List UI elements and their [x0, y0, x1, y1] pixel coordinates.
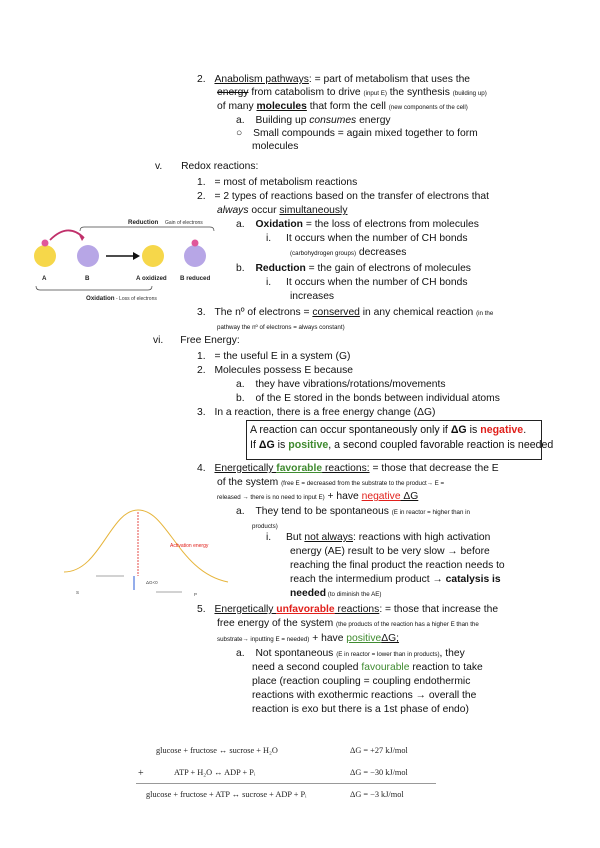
note: (E in reactor = lower than in products): [336, 651, 440, 658]
activation-energy-label: Activation energy: [170, 543, 209, 549]
list-number: 2.: [197, 74, 206, 85]
roman-number: v.: [155, 161, 163, 172]
note: (E in reactor = higher than in: [391, 509, 470, 516]
term: Oxidation: [255, 219, 303, 230]
equation-1-left: glucose + fructose ↔ sucrose + H₂O: [156, 746, 278, 755]
struck-word: energy: [217, 87, 249, 98]
bullet-icon: ○: [236, 128, 243, 139]
list-number: 2.: [197, 191, 206, 202]
fe-item-5-line-3: [217, 632, 399, 646]
redox-diagram: [28, 214, 218, 306]
fe-item-4a: [236, 505, 470, 519]
text: , they: [439, 648, 465, 659]
oxidation-sub-i: [266, 232, 467, 245]
emphasis: needed: [290, 588, 327, 599]
fe-item-4-line-3: [217, 490, 418, 504]
note: (building up): [452, 90, 487, 97]
reduction-item: [236, 262, 471, 275]
roman-number: vi.: [153, 335, 164, 346]
text: , a second coupled favorable reaction is needed: [328, 439, 554, 451]
text: If: [250, 439, 259, 451]
text: It occurs when the number of CH bonds: [286, 277, 468, 288]
unfavorable-word: unfavorable: [276, 604, 335, 615]
text: of the E stored in the bonds between individual atoms: [255, 393, 500, 404]
fe-item-5a: [236, 647, 465, 661]
text: free energy of the system: [217, 618, 337, 629]
anabolism-bullet-cont: molecules: [252, 141, 299, 152]
list-number: 3.: [197, 307, 206, 318]
oxidation-item: [236, 218, 479, 231]
list-roman: i.: [266, 277, 272, 288]
emphasis: always: [217, 205, 249, 216]
positive-word: positive: [288, 439, 329, 451]
text: + have: [324, 491, 362, 502]
underlined: conserved: [312, 307, 360, 318]
note: (to diminish the AE): [326, 591, 382, 598]
redox-item-1: [197, 176, 357, 189]
label-a-oxidized: A oxidized: [136, 275, 167, 282]
fe-item-4a-i-4: [290, 573, 501, 586]
section-title: Redox reactions:: [181, 161, 259, 172]
fe-item-2: [197, 364, 353, 377]
list-letter: b.: [236, 263, 245, 274]
free-energy-heading: [153, 334, 240, 347]
text: Molecules possess E because: [214, 365, 353, 376]
text: In a reaction, there is a free energy change (ΔG): [214, 407, 436, 418]
fe-item-4a-i: [266, 531, 490, 544]
molecule-b-reduced: [184, 245, 206, 267]
underlined: reactions: [334, 604, 380, 615]
redox-item-2: [197, 190, 489, 203]
energy-profile-plot: [60, 500, 230, 600]
oxidation-label: Oxidation: [86, 295, 115, 302]
text: = those that decrease the E: [369, 463, 499, 474]
text: = the loss of electrons from molecules: [302, 219, 479, 230]
note: (in the: [476, 310, 494, 317]
text: They tend to be spontaneous: [255, 506, 392, 517]
section-title: Free Energy:: [180, 335, 240, 346]
note: released → there is no need to input E): [217, 494, 325, 501]
text: Not spontaneous: [255, 648, 337, 659]
fe-item-4a-i-3: reaching the final product the reaction needs to: [290, 560, 505, 571]
text: : reactions with high activation: [353, 532, 491, 543]
underlined: ΔG: [400, 491, 419, 502]
equation-3-right: ΔG = −3 kJ/mol: [350, 790, 404, 799]
molecule-b: [77, 245, 99, 267]
electron-icon: [192, 240, 199, 247]
underlined: simultaneously: [279, 205, 348, 216]
negative-word: negative: [480, 424, 524, 436]
label-b: B: [85, 275, 90, 282]
fe-item-4: [197, 462, 499, 475]
fe-item-5a-2: [252, 661, 483, 674]
list-roman: i.: [266, 532, 272, 543]
note: (free E = decreased from the substrate to the product→ E =: [281, 480, 445, 487]
text: = the useful E in a system (G): [214, 351, 351, 362]
reduction-label: Reduction: [128, 219, 159, 226]
negative-word: negative: [361, 491, 401, 502]
oxidation-bracket: [36, 286, 152, 290]
text: A reaction can occur spontaneously only if: [250, 424, 451, 436]
fe-item-5: [197, 603, 498, 616]
text: decreases: [356, 247, 407, 258]
oxidation-sub-i-cont: [290, 246, 406, 260]
s-label: S: [76, 590, 80, 595]
reduction-sub-i: [266, 276, 467, 289]
text: reach the intermedium product →: [290, 574, 446, 585]
anabolism-bullet: [236, 127, 478, 140]
list-roman: i.: [266, 233, 272, 244]
fe-item-4a-note: products): [252, 523, 278, 530]
text: Small compounds = again mixed together to form: [253, 128, 478, 139]
equation-1-right: ΔG = +27 kJ/mol: [350, 746, 408, 755]
key-rule-line-1: [250, 424, 526, 437]
fe-item-2a: [236, 378, 445, 391]
anabolism-item: [197, 73, 470, 86]
label-b-reduced: B reduced: [180, 275, 211, 282]
delta-g-label: ΔG<0: [146, 580, 158, 585]
underlined: Energetically: [214, 463, 277, 474]
term: ΔG: [258, 439, 275, 451]
favorable-word: favorable: [276, 463, 323, 474]
fe-item-5a-4: reactions with exothermic reactions → overall the: [252, 690, 477, 701]
term: Reduction: [255, 263, 306, 274]
list-number: 2.: [197, 365, 206, 376]
equation-plus: +: [138, 768, 144, 779]
fe-item-4-line-2: [217, 476, 444, 490]
text: + have: [309, 633, 347, 644]
text: Building up: [255, 115, 310, 126]
note: (input E): [363, 90, 387, 97]
text: is: [274, 439, 289, 451]
anabolism-title: Anabolism pathways: [214, 74, 309, 85]
reduction-sub-i-cont: increases: [290, 291, 335, 302]
equation-2-left: ATP + H₂O ↔ ADP + Pᵢ: [174, 768, 256, 777]
text: from catabolism to drive: [248, 87, 364, 98]
text: reaction to take: [409, 662, 483, 673]
favourable-word: favourable: [361, 662, 410, 673]
fe-item-5-line-2: [217, 617, 479, 631]
anabolism-sub-a: [236, 114, 391, 127]
electron-transfer-arrow: [50, 230, 84, 240]
text: energy: [356, 115, 391, 126]
fe-item-5a-5: reaction is exo but there is a 1st phase of endo): [252, 704, 469, 715]
underlined: not always: [304, 532, 354, 543]
key-rule-line-2: [250, 439, 553, 452]
fe-item-5a-3: place (reaction coupling = coupling endothermic: [252, 676, 471, 687]
electron-icon: [42, 240, 49, 247]
fe-item-1: [197, 350, 350, 363]
fe-item-4a-i-2: energy (AE) result to be very slow → before: [290, 546, 490, 557]
list-letter: a.: [236, 115, 245, 126]
fe-item-2b: [236, 392, 500, 405]
emphasis: consumes: [309, 115, 357, 126]
text: occur: [248, 205, 280, 216]
list-number: 5.: [197, 604, 206, 615]
anabolism-line-2: [217, 86, 487, 100]
underlined: Energetically: [214, 604, 277, 615]
list-number: 3.: [197, 407, 206, 418]
term: ΔG: [450, 424, 467, 436]
text: It occurs when the number of CH bonds: [286, 233, 468, 244]
list-letter: a.: [236, 648, 245, 659]
emphasis: molecules: [256, 101, 307, 112]
redox-item-2-cont: [217, 204, 348, 217]
list-number: 1.: [197, 351, 206, 362]
gain-label: Gain of electrons: [165, 220, 203, 226]
text: = the gain of electrons of molecules: [305, 263, 471, 274]
text: The nº of electrons =: [214, 307, 313, 318]
text: But: [286, 532, 305, 543]
text: of many: [217, 101, 257, 112]
text: that form the cell: [306, 101, 389, 112]
note: (carbohydrogen groups): [290, 250, 357, 257]
positive-word: positive: [346, 633, 382, 644]
equation-divider: [136, 783, 436, 784]
text: in any chemical reaction: [359, 307, 477, 318]
underlined: reactions:: [322, 463, 370, 474]
arrowhead-icon: [133, 252, 140, 260]
text: = 2 types of reactions based on the transfer of electrons that: [214, 191, 489, 202]
text: = most of metabolism reactions: [214, 177, 358, 188]
text: need a second coupled: [252, 662, 362, 673]
text: .: [523, 424, 527, 436]
label-a: A: [42, 275, 47, 282]
reduction-bracket: [80, 227, 214, 231]
list-letter: a.: [236, 219, 245, 230]
equation-2-right: ΔG = −30 kJ/mol: [350, 768, 408, 777]
redox-item-3: [197, 306, 493, 320]
fe-item-4a-i-5: [290, 587, 381, 601]
p-label: P: [194, 592, 198, 597]
list-letter: a.: [236, 506, 245, 517]
equation-3-left: glucose + fructose + ATP ↔ sucrose + ADP + Pᵢ: [146, 790, 307, 799]
list-letter: b.: [236, 393, 245, 404]
underlined: ΔG;: [381, 633, 399, 644]
list-number: 4.: [197, 463, 206, 474]
text: is: [466, 424, 481, 436]
note: substrate→ inputting E = needed): [217, 636, 310, 643]
emphasis: catalysis is: [445, 574, 501, 585]
note: (new components of the cell): [388, 104, 468, 111]
molecule-a-oxidized: [142, 245, 164, 267]
molecule-a: [34, 245, 56, 267]
list-number: 1.: [197, 177, 206, 188]
redox-heading: [155, 160, 258, 173]
list-letter: a.: [236, 379, 245, 390]
note: (the products of the reaction has a higher E than the: [336, 621, 479, 628]
redox-item-3-note: pathway the nº of electrons = always constant): [217, 324, 345, 331]
text: the synthesis: [386, 87, 453, 98]
anabolism-text: : = part of metabolism that uses the: [308, 74, 471, 85]
text: : = those that increase the: [379, 604, 499, 615]
fe-item-3: [197, 406, 435, 419]
text: of the system: [217, 477, 282, 488]
text: they have vibrations/rotations/movements: [255, 379, 446, 390]
loss-label: - Loss of electrons: [116, 296, 157, 302]
anabolism-line-3: [217, 100, 468, 114]
